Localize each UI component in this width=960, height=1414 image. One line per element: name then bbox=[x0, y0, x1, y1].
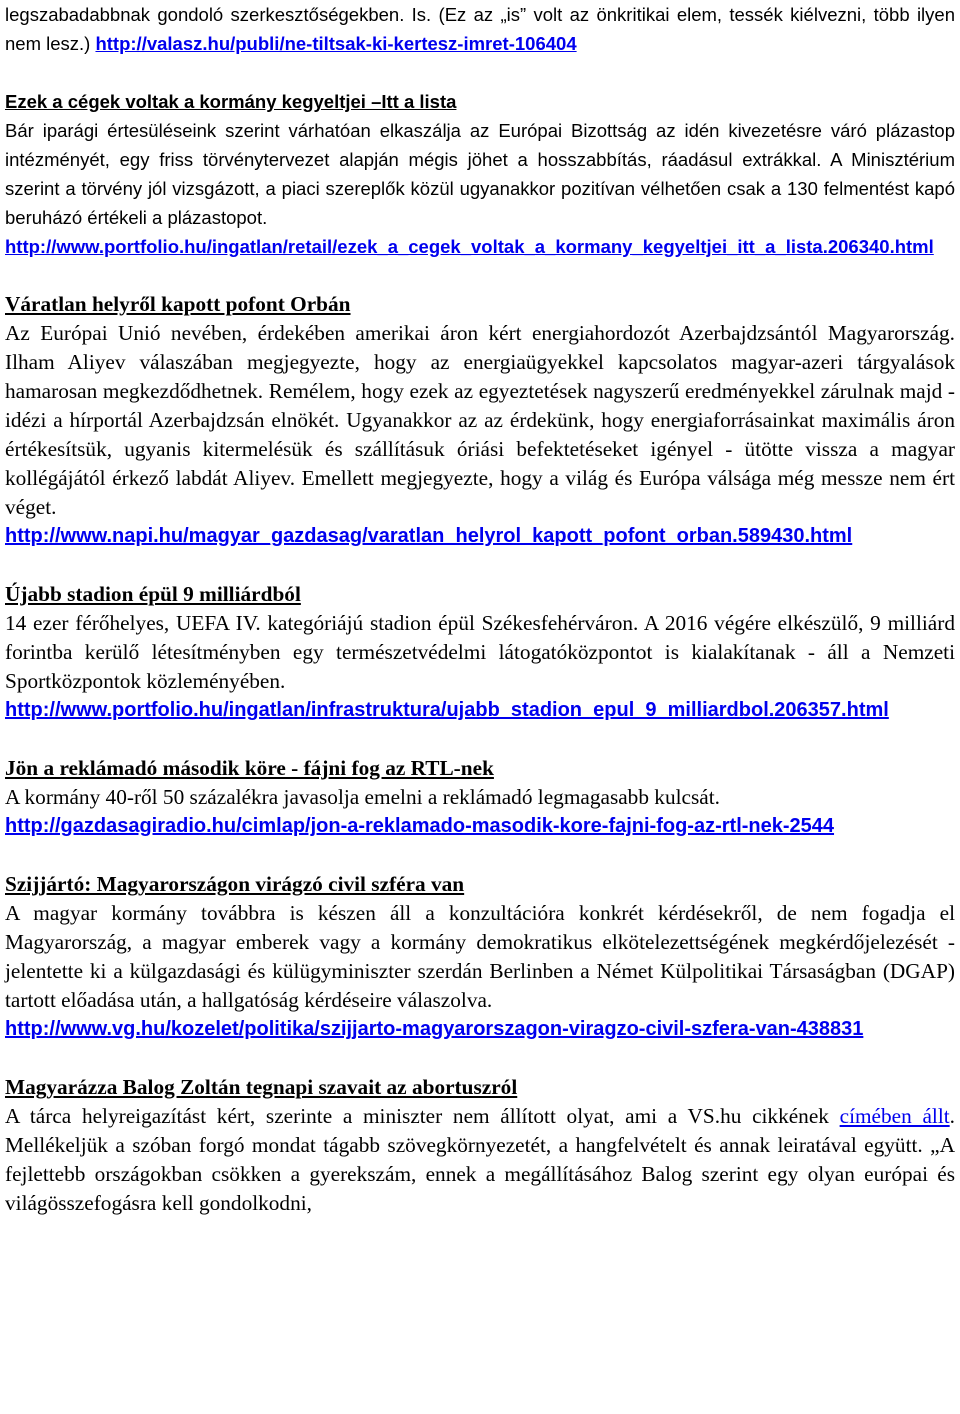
article-body: Az Európai Unió nevében, érdekében amerikai áron kért energiahordozót Azerbajdzsántól Magyarország. Ilham Aliyev válaszában megjegyezte, hogy az energiaügyekkel kapcsolatos magyar-azeri tárgyalások hamarosan megkezdődhetnek. Remélem, hogy ezek az egyeztetések nagyszerű eredményekkel zárulnak majd - idézi a hírportál Azerbajdzsán elnökét. Ugyanakkor az az érdekünk, hogy energiaforrásainkat maximális áron értékesítsük, ugyanis kitermelésük és szállításuk óriási befektetéseket igényel - ütötte vissza a magyar kollégájától érkező labdát Aliyev. Emellett megjegyezte, hogy a világ és Európa válsága még messze nem ért véget. bbox=[5, 321, 955, 519]
article-body: A magyar kormány továbbra is készen áll a konzultációra konkrét kérdésekről, de nem fogadja el Magyarország, a magyar emberek vagy a kormány demokratikus elkötelezettségének megkérdőjelezését - jelentette ki a külgazdasági és külügyminiszter szerdán Berlinben a Német Külpolitikai Társaságban (DGAP) tartott előadása után, a hallgatóság kérdéseire válaszolva. bbox=[5, 901, 955, 1012]
spacer bbox=[5, 725, 955, 754]
article-title[interactable]: Magyarázza Balog Zoltán tegnapi szavait az abortuszról bbox=[5, 1075, 518, 1099]
article-title[interactable]: Ezek a cégek voltak a kormány kegyeltjei –Itt a lista bbox=[5, 91, 457, 112]
spacer bbox=[5, 551, 955, 580]
article-body bbox=[5, 1102, 955, 1218]
article-szijjarto bbox=[5, 870, 955, 1044]
spacer bbox=[5, 261, 955, 290]
article-body-after: . Mellékeljük a szóban forgó mondat tágabb szövegkörnyezetét, a hangfelvételt és annak leiratával együtt. „A fejlettebb országokban csökken a gyerekszám, ennek a megállításához Balog szerint egy olyan európai és világösszefogásra kell gondolkodni, bbox=[5, 1104, 955, 1215]
intro-link[interactable]: http://valasz.hu/publi/ne-tiltsak-ki-kertesz-imret-106404 bbox=[95, 33, 577, 54]
spacer bbox=[5, 841, 955, 870]
article-title[interactable]: Váratlan helyről kapott pofont Orbán bbox=[5, 292, 351, 316]
spacer bbox=[5, 1044, 955, 1073]
article-body-before: A tárca helyreigazítást kért, szerinte a miniszter nem állított olyat, ami a VS.hu cikkének bbox=[5, 1104, 840, 1128]
article-body: A kormány 40-ről 50 százalékra javasolja emelni a reklámadó legmagasabb kulcsát. bbox=[5, 785, 720, 809]
article-link[interactable]: http://www.portfolio.hu/ingatlan/infrastruktura/ujabb_stadion_epul_9_milliardbol.206357.html bbox=[5, 699, 889, 721]
article-ujabb-stadion bbox=[5, 580, 955, 725]
spacer bbox=[5, 58, 955, 87]
article-link[interactable]: http://www.portfolio.hu/ingatlan/retail/ezek_a_cegek_voltak_a_kormany_kegyeltjei_itt_a_lista.206340.html bbox=[5, 236, 934, 257]
article-title[interactable]: Újabb stadion épül 9 milliárdból bbox=[5, 582, 301, 606]
article-body: 14 ezer férőhelyes, UEFA IV. kategóriájú stadion épül Székesfehérváron. A 2016 végére elkészülő, 9 milliárd forintba kerülő létesítményben egy természetvédelmi látogatóközpontot is kialakítanak - áll a Nemzeti Sportközpontok közleményében. bbox=[5, 611, 955, 693]
article-title[interactable]: Jön a reklámadó második köre - fájni fog az RTL-nek bbox=[5, 756, 494, 780]
article-title[interactable]: Szijjártó: Magyarországon virágzó civil szféra van bbox=[5, 872, 465, 896]
article-varatlan-helyrol bbox=[5, 290, 955, 551]
article-reklamado bbox=[5, 754, 955, 841]
article-link[interactable]: http://www.napi.hu/magyar_gazdasag/varatlan_helyrol_kapott_pofont_orban.589430.html bbox=[5, 525, 853, 547]
article-link[interactable]: http://www.vg.hu/kozelet/politika/szijjarto-magyarorszagon-viragzo-civil-szfera-van-438831 bbox=[5, 1018, 864, 1040]
article-balog-zoltan bbox=[5, 1073, 955, 1218]
intro-paragraph bbox=[5, 0, 955, 58]
inline-link-cimeben-allt[interactable]: címében állt bbox=[839, 1104, 950, 1128]
article-body: Bár iparági értesüléseink szerint várhatóan elkaszálja az Európai Bizottság az idén kivezetésre váró plázastop intézményét, egy friss törvénytervezet alapján mégis jöhet a hosszabbítás, ráadásul extrákkal. A Minisztérium szerint a törvény jól vizsgázott, a piaci szereplők közül ugyanakkor pozitívan vélhetően csak a 130 felmentést kapó beruházó értékeli a plázastopot. bbox=[5, 120, 955, 228]
intro-text: legszabadabbnak gondoló szerkesztőségekben. Is. (Ez az „is” volt az önkritikai elem, tessék kiélvezni, több ilyen nem lesz.) bbox=[5, 4, 955, 54]
article-link[interactable]: http://gazdasagiradio.hu/cimlap/jon-a-reklamado-masodik-kore-fajni-fog-az-rtl-nek-2544 bbox=[5, 815, 835, 837]
article-ezek-a-cegek bbox=[5, 87, 955, 261]
document-page bbox=[5, 0, 955, 1218]
